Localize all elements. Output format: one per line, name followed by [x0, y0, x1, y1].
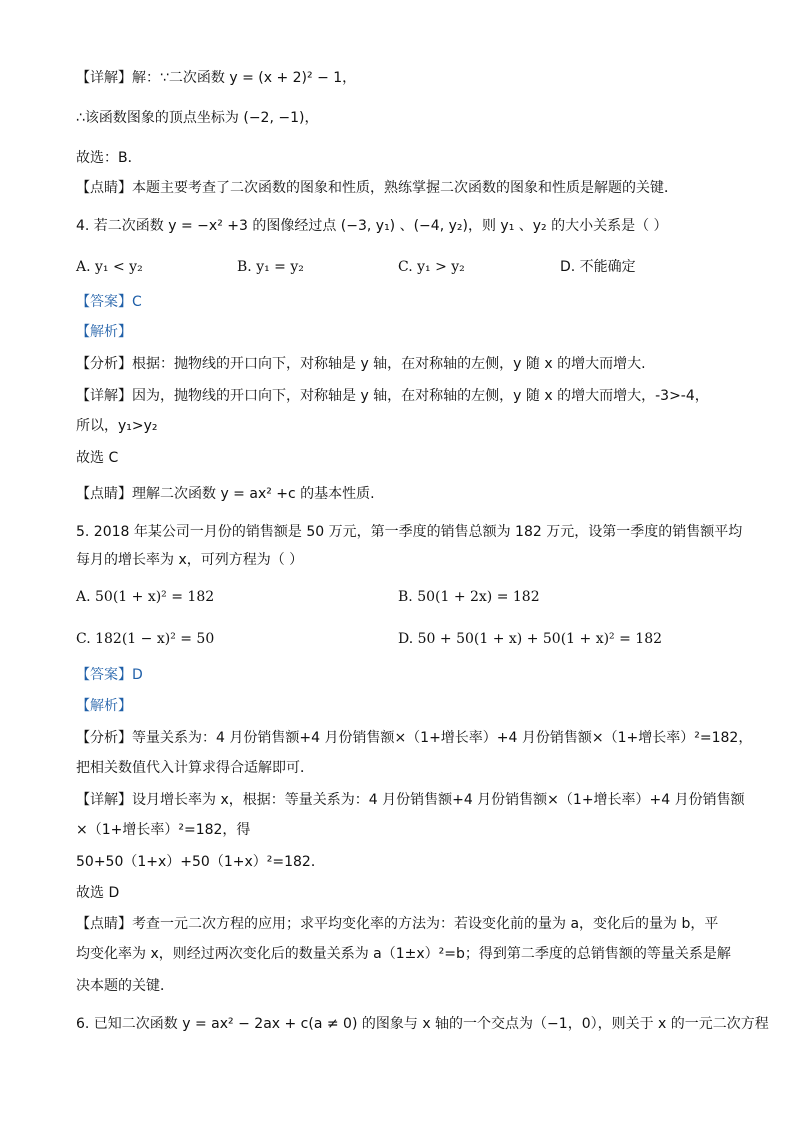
solution-detail-line: 【详解】解：∵二次函数 y = (x + 2)² − 1，: [76, 70, 357, 86]
q5-detail-line-1: 【详解】设月增长率为 x，根据：等量关系为：4 月份销售额+4 月份销售额×（1+增长率）+4 月份销售额: [76, 792, 745, 808]
choice-line: 故选：B．: [76, 150, 142, 166]
q4-conclusion: 所以，y₁>y₂: [76, 418, 158, 434]
q4-option-c: C. y₁ > y₂: [398, 259, 465, 275]
q4-analysis-heading: 【解析】: [76, 324, 132, 340]
q5-answer: 【答案】D: [76, 667, 143, 683]
question-5-line-2: 每月的增长率为 x，可列方程为（ ）: [76, 552, 304, 568]
question-4: 4. 若二次函数 y = −x² +3 的图像经过点 (−3, y₁) 、(−4, y₂)，则 y₁ 、y₂ 的大小关系是（ ）: [76, 218, 668, 234]
q5-detail-line-2: ×（1+增长率）²=182，得: [76, 822, 251, 838]
q5-remark-line-3: 决本题的关键．: [76, 978, 174, 994]
q4-answer: 【答案】C: [76, 294, 142, 310]
q5-option-c: C. 182(1 − x)² = 50: [76, 631, 215, 647]
question-6-line-1: 6. 已知二次函数 y = ax² − 2ax + c(a ≠ 0) 的图象与 x 轴的一个交点为（−1，0），则关于 x 的一元二次方程: [76, 1016, 769, 1032]
q5-choice: 故选 D: [76, 885, 120, 901]
q5-detail-line-3: 50+50（1+x）+50（1+x）²=182．: [76, 854, 325, 870]
vertex-line: ∴该函数图象的顶点坐标为 (−2, −1)，: [76, 110, 319, 126]
q5-analysis-heading: 【解析】: [76, 698, 132, 714]
q4-remark: 【点睛】理解二次函数 y = ax² +c 的基本性质.: [76, 486, 375, 502]
q5-option-a: A. 50(1 + x)² = 182: [76, 589, 215, 605]
q4-option-b: B. y₁ = y₂: [237, 259, 304, 275]
q5-remark-line-2: 均变化率为 x，则经过两次变化后的数量关系为 a（1±x）²=b；得到第二季度的总销售额的等量关系是解: [76, 946, 731, 962]
question-5-line-1: 5. 2018 年某公司一月份的销售额是 50 万元，第一季度的销售总额为 182 万元，设第一季度的销售额平均: [76, 524, 743, 540]
q5-option-d: D. 50 + 50(1 + x) + 50(1 + x)² = 182: [398, 631, 663, 647]
remark-line: 【点睛】本题主要考查了二次函数的图象和性质，熟练掌握二次函数的图象和性质是解题的关键．: [76, 180, 678, 196]
q5-analysis-line-2: 把相关数值代入计算求得合适解即可．: [76, 760, 314, 776]
q4-choice: 故选 C: [76, 450, 119, 466]
q4-option-d: D. 不能确定: [560, 259, 636, 275]
q5-remark-line-1: 【点睛】考查一元二次方程的应用；求平均变化率的方法为：若设变化前的量为 a，变化后的量为 b，平: [76, 916, 719, 932]
q5-analysis-line-1: 【分析】等量关系为：4 月份销售额+4 月份销售额×（1+增长率）+4 月份销售额×（1+增长率）²=182，: [76, 730, 753, 746]
q4-analysis: 【分析】根据：抛物线的开口向下，对称轴是 y 轴，在对称轴的左侧，y 随 x 的增大而增大.: [76, 356, 646, 372]
q4-option-a: A. y₁ < y₂: [76, 259, 143, 275]
q5-option-b: B. 50(1 + 2x) = 182: [398, 589, 540, 605]
q4-detail: 【详解】因为，抛物线的开口向下，对称轴是 y 轴，在对称轴的左侧，y 随 x 的增大而增大，-3>-4，: [76, 388, 709, 404]
